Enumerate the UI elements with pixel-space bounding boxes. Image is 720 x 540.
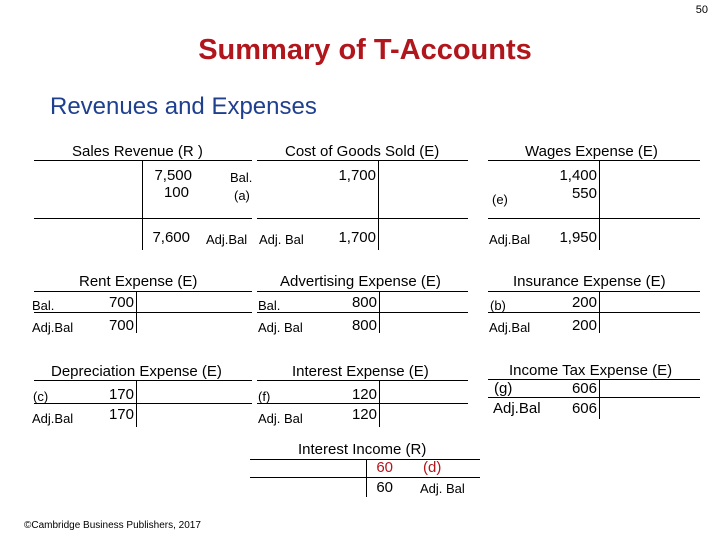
t-divider <box>366 459 367 497</box>
entry-label: Bal. <box>230 170 253 185</box>
entry-label: (b) <box>490 298 506 313</box>
credit-entry: 100 <box>163 184 189 201</box>
account-title: Advertising Expense (E) <box>280 273 441 290</box>
debit-total: 800 <box>351 317 377 334</box>
debit-total: 606 <box>571 400 597 417</box>
credit-total: 60 <box>376 479 393 496</box>
entry-label: (e) <box>492 192 508 207</box>
debit-entry: 550 <box>571 185 597 202</box>
debit-total: 1,950 <box>559 229 597 246</box>
account-title: Wages Expense (E) <box>525 143 658 160</box>
t-top-line <box>250 459 480 460</box>
debit-entry: 1,400 <box>559 167 597 184</box>
debit-entry: 800 <box>351 294 377 311</box>
total-label: Adj. Bal <box>258 320 303 335</box>
account-title: Cost of Goods Sold (E) <box>285 143 440 160</box>
t-divider <box>599 379 600 419</box>
t-total-line <box>257 403 468 404</box>
debit-total: 700 <box>108 317 134 334</box>
t-top-line <box>34 291 252 292</box>
account-title: Depreciation Expense (E) <box>51 363 222 380</box>
total-label: Adj.Bal <box>32 320 74 335</box>
debit-entry: 170 <box>108 386 134 403</box>
debit-total: 1,700 <box>338 229 376 246</box>
t-total-line <box>250 477 480 478</box>
t-total-line <box>34 312 252 313</box>
total-label: Adj. Bal <box>259 232 304 247</box>
total-label: Adj.Bal <box>489 320 531 335</box>
entry-label: (a) <box>234 188 250 203</box>
total-label: Adj. Bal <box>420 481 465 496</box>
entry-label: (d) <box>423 459 442 476</box>
account-title: Interest Income (R) <box>298 441 427 458</box>
t-top-line <box>34 160 252 161</box>
t-total-line <box>488 312 700 313</box>
t-divider <box>378 160 379 218</box>
t-total-line <box>34 218 252 219</box>
t-top-line <box>257 160 468 161</box>
credit-entry: 7,500 <box>154 167 192 184</box>
account-title: Insurance Expense (E) <box>513 273 666 290</box>
t-top-line <box>34 380 252 381</box>
t-top-line <box>488 160 700 161</box>
total-label: Adj. Bal <box>258 411 303 426</box>
account-title: Rent Expense (E) <box>79 273 198 290</box>
t-top-line <box>257 380 468 381</box>
credit-total: 7,600 <box>152 229 190 246</box>
t-total-line <box>488 397 700 398</box>
account-title: Income Tax Expense (E) <box>509 362 673 379</box>
total-label: Adj.Bal <box>32 411 74 426</box>
debit-total: 170 <box>108 406 134 423</box>
total-label: Adj.Bal <box>206 232 248 247</box>
debit-entry: 1,700 <box>338 167 376 184</box>
t-top-line <box>488 291 700 292</box>
entry-label: Bal. <box>32 298 55 313</box>
copyright-footer: ©Cambridge Business Publishers, 2017 <box>24 520 201 531</box>
t-divider <box>378 218 379 250</box>
slide-title: Summary of T-Accounts <box>198 34 532 66</box>
t-divider <box>599 160 600 218</box>
entry-label: Bal. <box>258 298 281 313</box>
debit-entry: 700 <box>108 294 134 311</box>
entry-label: (f) <box>258 389 271 404</box>
t-top-line <box>257 291 468 292</box>
page-number: 50 <box>695 4 708 16</box>
total-label: Adj.Bal <box>493 400 541 417</box>
debit-entry: 120 <box>351 386 377 403</box>
entry-label: (g) <box>494 380 513 397</box>
credit-entry: 60 <box>376 459 393 476</box>
t-total-line <box>488 218 700 219</box>
debit-total: 200 <box>571 317 597 334</box>
slide-subtitle: Revenues and Expenses <box>50 93 317 120</box>
total-label: Adj.Bal <box>489 232 531 247</box>
account-title: Interest Expense (E) <box>292 363 429 380</box>
entry-label: (c) <box>33 389 49 404</box>
debit-entry: 606 <box>571 380 597 397</box>
debit-entry: 200 <box>571 294 597 311</box>
debit-total: 120 <box>351 406 377 423</box>
t-total-line <box>257 312 468 313</box>
t-divider <box>599 218 600 250</box>
t-total-line <box>257 218 468 219</box>
t-total-line <box>34 403 252 404</box>
account-title: Sales Revenue (R ) <box>72 143 203 160</box>
